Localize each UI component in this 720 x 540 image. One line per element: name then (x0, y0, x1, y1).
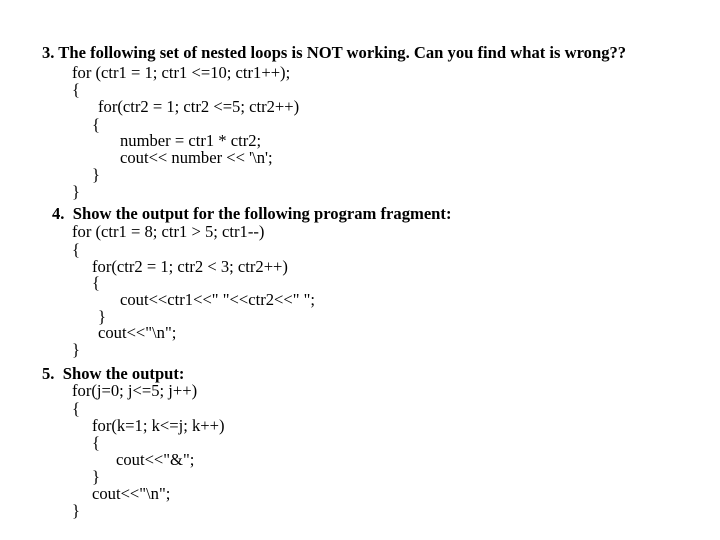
q3-code-line: } (72, 182, 80, 201)
q3-code-line: { (72, 80, 80, 99)
q4-code-line: for (ctr1 = 8; ctr1 > 5; ctr1--) (72, 222, 265, 241)
question-4-heading: 4. Show the output for the following program fragment: (52, 204, 452, 223)
q5-code-line: cout<<"&"; (116, 450, 195, 469)
q5-code-line: { (92, 433, 100, 452)
q5-code-line: cout<<"\n"; (92, 484, 171, 503)
q4-code-line: } (98, 307, 106, 326)
q5-code-line: { (72, 399, 80, 418)
q3-code-line: for (ctr1 = 1; ctr1 <=10; ctr1++); (72, 63, 291, 82)
q3-code-line: cout<< number << '\n'; (120, 148, 273, 167)
q3-code-line: number = ctr1 * ctr2; (120, 131, 262, 150)
q3-code-line: { (92, 115, 100, 134)
q4-code-line: cout<<"\n"; (98, 323, 177, 342)
q5-code-line: for(k=1; k<=j; k++) (92, 416, 225, 435)
q5-code-line: for(j=0; j<=5; j++) (72, 381, 198, 400)
q4-code-line: { (92, 273, 100, 292)
q3-code-line: } (92, 165, 100, 184)
q4-code-line: cout<<ctr1<<" "<<ctr2<<" "; (120, 290, 316, 309)
q4-code-line: } (72, 340, 80, 359)
q4-code-line: for(ctr2 = 1; ctr2 < 3; ctr2++) (92, 257, 288, 276)
q4-code-line: { (72, 240, 80, 259)
question-3-heading: 3. The following set of nested loops is NOT working. Can you find what is wrong?? (42, 43, 627, 62)
q5-code-line: } (92, 467, 100, 486)
question-5-heading: 5. Show the output: (42, 364, 185, 383)
q5-code-line: } (72, 501, 80, 520)
q3-code-line: for(ctr2 = 1; ctr2 <=5; ctr2++) (98, 97, 300, 116)
